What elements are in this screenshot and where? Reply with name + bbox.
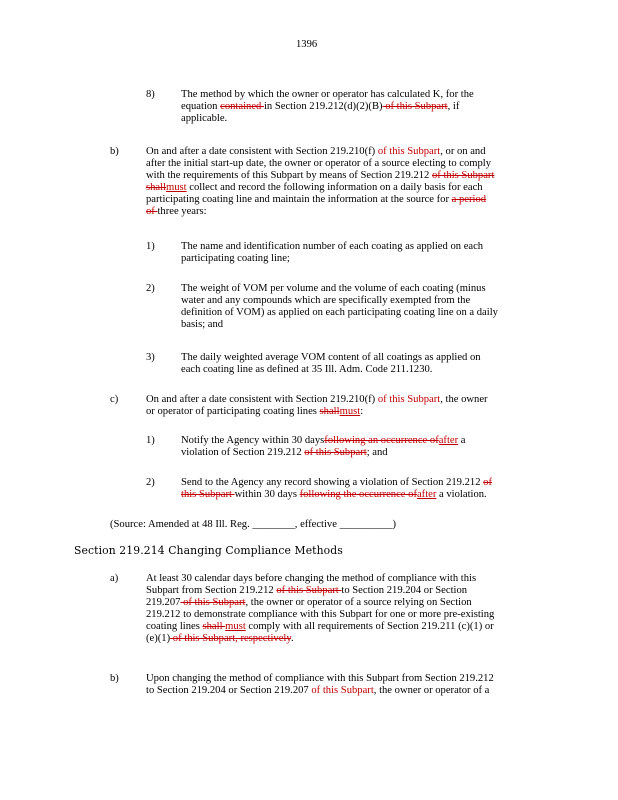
paragraph-text-line: participating coating line and maintain the information at the source for a period: [146, 194, 487, 205]
subitem-text-line: this Subpart within 30 days following the occurrence ofafter a violation.: [181, 489, 487, 500]
deleted-text: of this Subpart: [382, 101, 448, 112]
item-text-line: The method by which the owner or operator has calculated K, for the: [181, 89, 474, 100]
paragraph-label: b): [110, 146, 119, 157]
paragraph-text-line: coating lines shall must comply with all requirements of Section 219.211 (c)(1) or: [146, 621, 494, 632]
paragraph-text-line: Subpart from Section 219.212 of this Subpart to Section 219.204 or Section: [146, 585, 468, 596]
inserted-text: must: [166, 182, 187, 193]
inserted-text: after: [438, 435, 459, 446]
deleted-text: shall: [319, 406, 340, 417]
paragraph-text-line: Upon changing the method of compliance with this Subpart from Section 219.212: [146, 673, 494, 684]
red-text: of this Subpart: [377, 146, 441, 157]
deleted-text: following an occurrence of: [324, 435, 439, 446]
deleted-text: a period: [451, 194, 487, 205]
subitem-text-line: basis; and: [181, 319, 224, 330]
deleted-text: of this Subpart: [180, 597, 246, 608]
red-text: of this Subpart: [377, 394, 441, 405]
subitem-label: 2): [146, 477, 155, 488]
red-text: of this Subpart: [311, 685, 374, 696]
paragraph-text-line: after the initial start-up date, the owner or operator of a source electing to comply: [146, 158, 492, 169]
subitem-label: 3): [146, 352, 155, 363]
item-text-line: equation contained in Section 219.212(d)(2)(B) of this Subpart, if: [181, 101, 460, 112]
paragraph-text-line: On and after a date consistent with Section 219.210(f) of this Subpart, the owner: [146, 394, 488, 405]
deleted-text: of: [146, 206, 158, 217]
source-note: (Source: Amended at 48 Ill. Reg. ________, effective __________): [110, 519, 397, 530]
deleted-text: of this Subpart: [304, 447, 367, 458]
paragraph-text-line: shallmust collect and record the following information on a daily basis for each: [146, 182, 483, 193]
paragraph-label: a): [110, 573, 119, 584]
subitem-text-line: Notify the Agency within 30 daysfollowing an occurrence ofafter a: [181, 435, 466, 446]
subitem-text-line: The daily weighted average VOM content of all coatings as applied on: [181, 352, 481, 363]
paragraph-text-line: or operator of participating coating lines shallmust:: [146, 406, 364, 417]
deleted-text: shall: [146, 182, 167, 193]
subitem-text-line: violation of Section 219.212 of this Subpart; and: [181, 447, 388, 458]
subitem-label: 1): [146, 241, 155, 252]
page-number: 1396: [296, 39, 318, 50]
deleted-text: contained: [220, 101, 264, 112]
subitem-text-line: The name and identification number of each coating as applied on each: [181, 241, 484, 252]
deleted-text: of: [483, 477, 492, 488]
section-heading: Section 219.214 Changing Compliance Methods: [74, 544, 343, 557]
deleted-text: of this Subpart: [432, 170, 495, 181]
deleted-text: of this Subpart, respectively: [170, 633, 291, 644]
paragraph-text-line: with the requirements of this Subpart by means of Section 219.212 of this Subpart: [146, 170, 495, 181]
deleted-text: this Subpart: [181, 489, 235, 500]
inserted-text: after: [416, 489, 437, 500]
subitem-label: 2): [146, 283, 155, 294]
subitem-text-line: each coating line as defined at 35 Ill. Adm. Code 211.1230.: [181, 364, 433, 375]
subitem-label: 1): [146, 435, 155, 446]
subitem-text-line: water and any compounds which are specifically exempted from the: [181, 295, 471, 306]
paragraph-text-line: 219.207 of this Subpart, the owner or operator of a source relying on Section: [146, 597, 472, 608]
deleted-text: shall: [202, 621, 226, 632]
inserted-text: must: [339, 406, 361, 417]
paragraph-text-line: to Section 219.204 or Section 219.207 of this Subpart, the owner or operator of a: [146, 685, 490, 696]
subitem-text-line: Send to the Agency any record showing a violation of Section 219.212 of: [181, 477, 492, 488]
item-text-line: applicable.: [181, 113, 228, 124]
subitem-text-line: definition of VOM) as applied on each participating coating line on a daily: [181, 307, 498, 318]
paragraph-text-line: At least 30 calendar days before changing the method of compliance with this: [146, 573, 477, 584]
paragraph-text-line: On and after a date consistent with Section 219.210(f) of this Subpart, or on and: [146, 146, 486, 157]
inserted-text: must: [225, 621, 246, 632]
paragraph-label: c): [110, 394, 119, 405]
paragraph-text-line: (e)(1) of this Subpart, respectively.: [146, 633, 294, 644]
paragraph-text-line: of three years:: [146, 206, 207, 217]
paragraph-text-line: 219.212 to demonstrate compliance with this Subpart for one or more pre-existing: [146, 609, 495, 620]
deleted-text: of this Subpart: [276, 585, 342, 596]
deleted-text: following the occurrence of: [299, 489, 417, 500]
paragraph-label: b): [110, 673, 119, 684]
subitem-text-line: participating coating line;: [181, 253, 290, 264]
subitem-text-line: The weight of VOM per volume and the volume of each coating (minus: [181, 283, 486, 294]
item-label: 8): [146, 89, 155, 100]
